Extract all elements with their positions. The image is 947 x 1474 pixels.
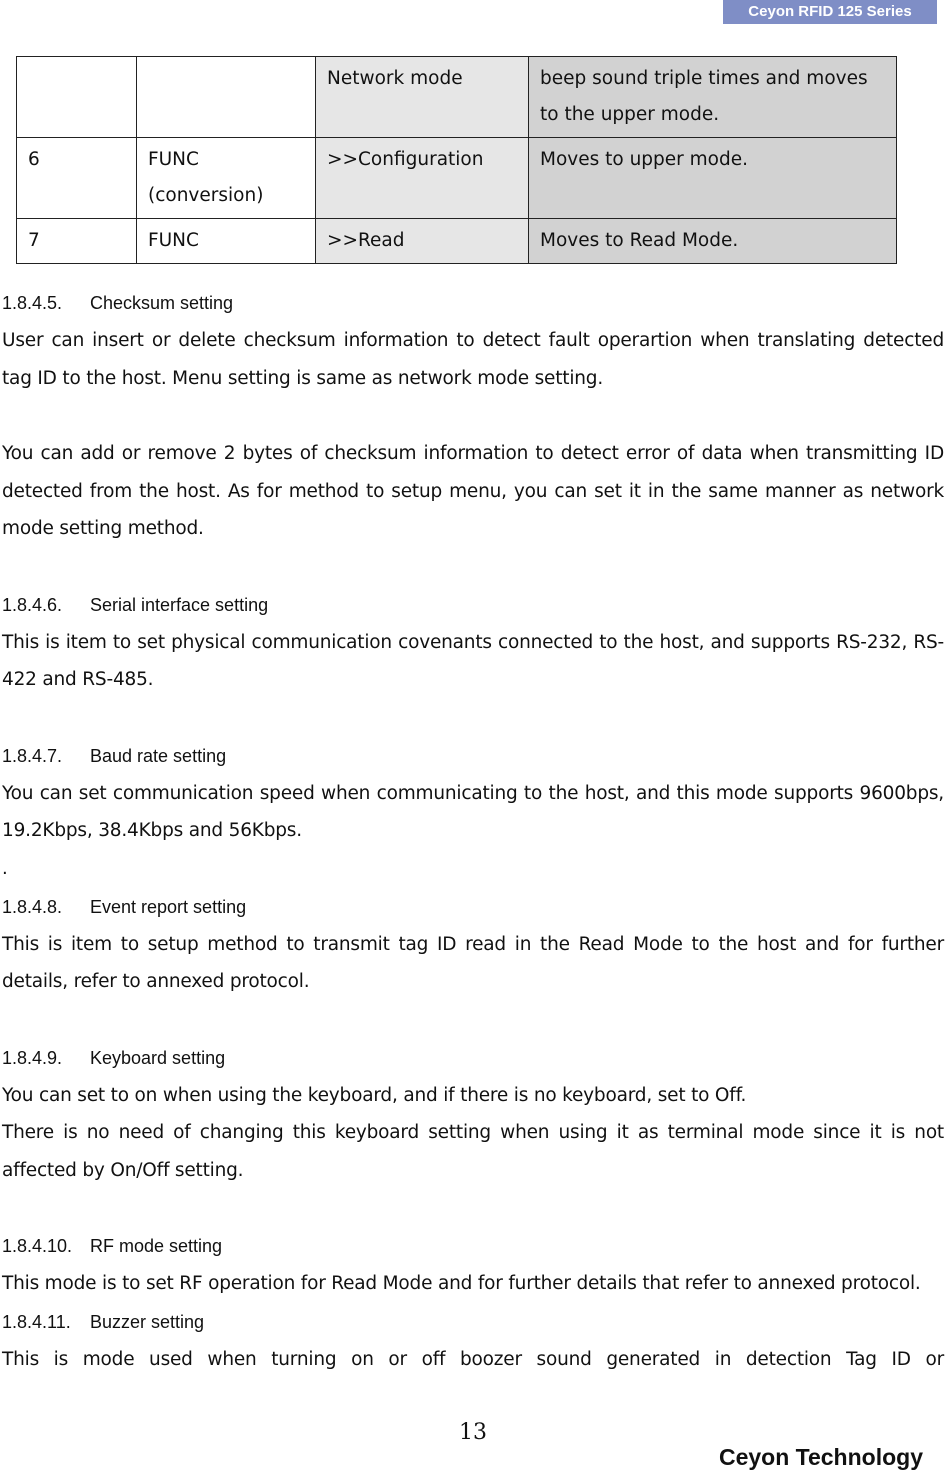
section-heading-checksum [2, 284, 944, 322]
table-cell-menu: >>Read [316, 219, 529, 264]
function-table [16, 56, 897, 264]
section-title: Baud rate setting [90, 745, 227, 766]
section-number: 1.8.4.9. [2, 1047, 63, 1068]
section-heading-rf [2, 1227, 944, 1265]
section-heading-keyboard [2, 1039, 944, 1077]
paragraph: User can insert or delete checksum information to detect fault operartion when translating detected tag ID to the host. Menu setting is same as network mode setting. [2, 330, 944, 389]
paragraph: This is item to setup method to transmit tag ID read in the Read Mode to the host and for further details, refer to annexed protocol. [2, 933, 944, 992]
section-title: Serial interface setting [90, 594, 269, 615]
paragraph: This is item to set physical communication covenants connected to the host, and supports RS-232, RS-422 and RS-485. [2, 631, 944, 690]
paragraph: You can set to on when using the keyboard, and if there is no keyboard, set to Off. [2, 1084, 747, 1106]
series-header: Ceyon RFID 125 Series [723, 0, 937, 24]
table-cell-no [17, 57, 137, 138]
section-number: 1.8.4.6. [2, 594, 63, 615]
table-cell-key [137, 57, 316, 138]
table-cell-action: Moves to upper mode. [529, 138, 897, 219]
section-heading-buzzer [2, 1303, 944, 1341]
section-number: 1.8.4.11. [2, 1311, 71, 1332]
table-cell-key: FUNC (conversion) [137, 138, 316, 219]
table-cell-action: Moves to Read Mode. [529, 219, 897, 264]
section-heading-event [2, 888, 944, 926]
section-title: Event report setting [90, 896, 247, 917]
section-number: 1.8.4.8. [2, 896, 63, 917]
paragraph: You can set communication speed when communicating to the host, and this mode supports 9600bps, 19.2Kbps, 38.4Kbps and 56Kbps. [2, 782, 944, 841]
paragraph: There is no need of changing this keyboard setting when using it as terminal mode since it is not affected by On/Off setting. [2, 1122, 944, 1181]
stray-period: . [2, 857, 8, 879]
table-cell-menu: Network mode [316, 57, 529, 138]
table-cell-no: 7 [17, 219, 137, 264]
section-title: RF mode setting [90, 1236, 223, 1256]
section-heading-serial [2, 586, 944, 624]
paragraph: You can add or remove 2 bytes of checksum information to detect error of data when transmitting ID detected from the host. As for method to setup menu, you can set it in the same manner as network mode setting method. [2, 443, 944, 539]
table-cell-action: beep sound triple times and moves to the upper mode. [529, 57, 897, 138]
section-heading-baud [2, 737, 944, 775]
table-row [17, 57, 897, 138]
section-title: Keyboard setting [90, 1047, 226, 1068]
paragraph: This is mode used when turning on or off boozer sound generated in detection Tag ID or [2, 1348, 944, 1370]
table-cell-no: 6 [17, 138, 137, 219]
footer-company: Ceyon Technology [718, 1444, 923, 1470]
page-number: 13 [459, 1420, 487, 1445]
paragraph: This mode is to set RF operation for Read Mode and for further details that refer to annexed protocol. [2, 1273, 921, 1294]
table-cell-key: FUNC [137, 219, 316, 264]
table-row [17, 219, 897, 264]
table-cell-menu: >>Configuration [316, 138, 529, 219]
section-number: 1.8.4.5. [2, 293, 63, 313]
document-body [2, 284, 944, 1378]
table-row [17, 138, 897, 219]
section-title: Checksum setting [90, 293, 234, 313]
section-title: Buzzer setting [90, 1311, 205, 1332]
section-number: 1.8.4.10. [2, 1236, 73, 1256]
section-number: 1.8.4.7. [2, 745, 63, 766]
